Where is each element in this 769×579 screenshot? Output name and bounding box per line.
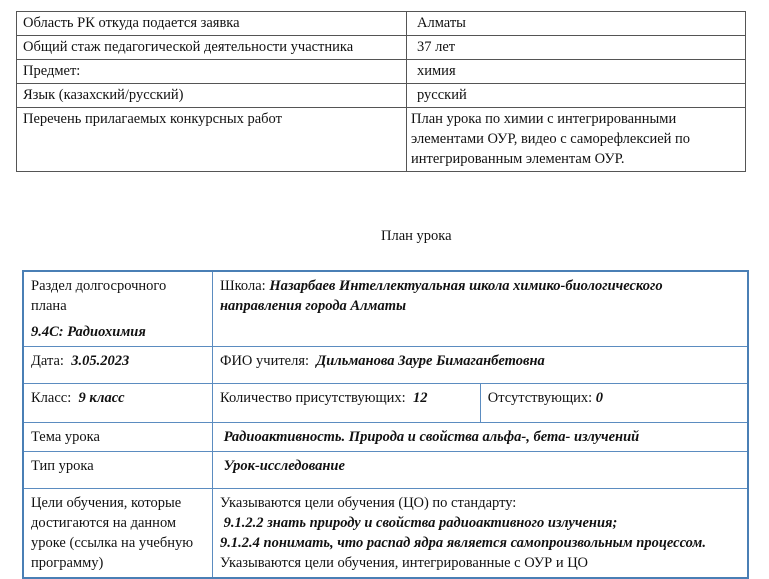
row-value: русский bbox=[407, 84, 746, 108]
row-value: План урока по химии с интегрированными элементами ОУР, видео с саморефлексией по интегрированным элементам ОУР. bbox=[407, 108, 746, 172]
topic-cell bbox=[213, 423, 749, 452]
row-label: Область РК откуда подается заявка bbox=[17, 12, 407, 36]
table-row bbox=[17, 12, 746, 36]
row-label: Перечень прилагаемых конкурсных работ bbox=[17, 108, 407, 172]
lesson-plan-table bbox=[22, 270, 749, 579]
table-row bbox=[17, 36, 746, 60]
table-row bbox=[17, 60, 746, 84]
section-label: Раздел долгосрочного плана bbox=[31, 278, 167, 314]
teacher-label: ФИО учителя: bbox=[220, 353, 310, 369]
goals-cutoff-text: Указываются цели обучения, интегрированные с ОУР и ЦО bbox=[220, 555, 588, 571]
row-label: Предмет: bbox=[17, 60, 407, 84]
type-row bbox=[23, 452, 748, 489]
date-value: 3.05.2023 bbox=[71, 353, 130, 369]
table-row bbox=[17, 84, 746, 108]
topic-label: Тема урока bbox=[23, 423, 213, 452]
goal-item: 9.1.2.4 понимать, что распад ядра является самопроизвольным процессом. bbox=[220, 535, 706, 551]
type-cell bbox=[213, 452, 749, 489]
present-label: Количество присутствующих: bbox=[220, 390, 406, 406]
date-label: Дата: bbox=[31, 353, 64, 369]
goal-item: 9.1.2.2 знать природу и свойства радиоактивного излучения; bbox=[223, 515, 618, 531]
row-value: Алматы bbox=[407, 12, 746, 36]
date-cell bbox=[23, 347, 213, 384]
row-value: химия bbox=[407, 60, 746, 84]
row-label: Общий стаж педагогической деятельности участника bbox=[17, 36, 407, 60]
type-value: Урок-исследование bbox=[223, 458, 345, 474]
row-label: Язык (казахский/русский) bbox=[17, 84, 407, 108]
date-row bbox=[23, 347, 748, 384]
topic-value: Радиоактивность. Природа и свойства альфа-, бета- излучений bbox=[223, 429, 640, 445]
school-label: Школа: bbox=[220, 278, 266, 294]
goals-label: Цели обучения, которые достигаются на данном уроке (ссылка на учебную программу) bbox=[23, 489, 213, 579]
plan-title: План урока bbox=[381, 228, 452, 244]
topic-row bbox=[23, 423, 748, 452]
section-row bbox=[23, 271, 748, 347]
teacher-cell bbox=[213, 347, 749, 384]
type-label: Тип урока bbox=[23, 452, 213, 489]
present-cell bbox=[213, 384, 481, 423]
class-label: Класс: bbox=[31, 390, 72, 406]
section-value: 9.4С: Радиохимия bbox=[31, 324, 146, 340]
absent-value: 0 bbox=[595, 390, 604, 406]
school-cell bbox=[213, 271, 749, 347]
class-value: 9 класс bbox=[78, 390, 125, 406]
class-cell bbox=[23, 384, 213, 423]
school-value: Назарбаев Интеллектуальная школа химико-биологического направления города Алматы bbox=[220, 278, 663, 314]
participant-info-table bbox=[16, 11, 746, 172]
teacher-value: Дильманова Зауре Бимаганбетовна bbox=[316, 353, 545, 369]
goals-intro: Указываются цели обучения (ЦО) по стандарту: bbox=[220, 495, 517, 511]
section-cell bbox=[23, 271, 213, 347]
absent-label: Отсутствующих: bbox=[487, 390, 593, 406]
table-row bbox=[17, 108, 746, 172]
present-value: 12 bbox=[412, 390, 428, 406]
row-value: 37 лет bbox=[407, 36, 746, 60]
absent-cell bbox=[480, 384, 748, 423]
class-row bbox=[23, 384, 748, 423]
